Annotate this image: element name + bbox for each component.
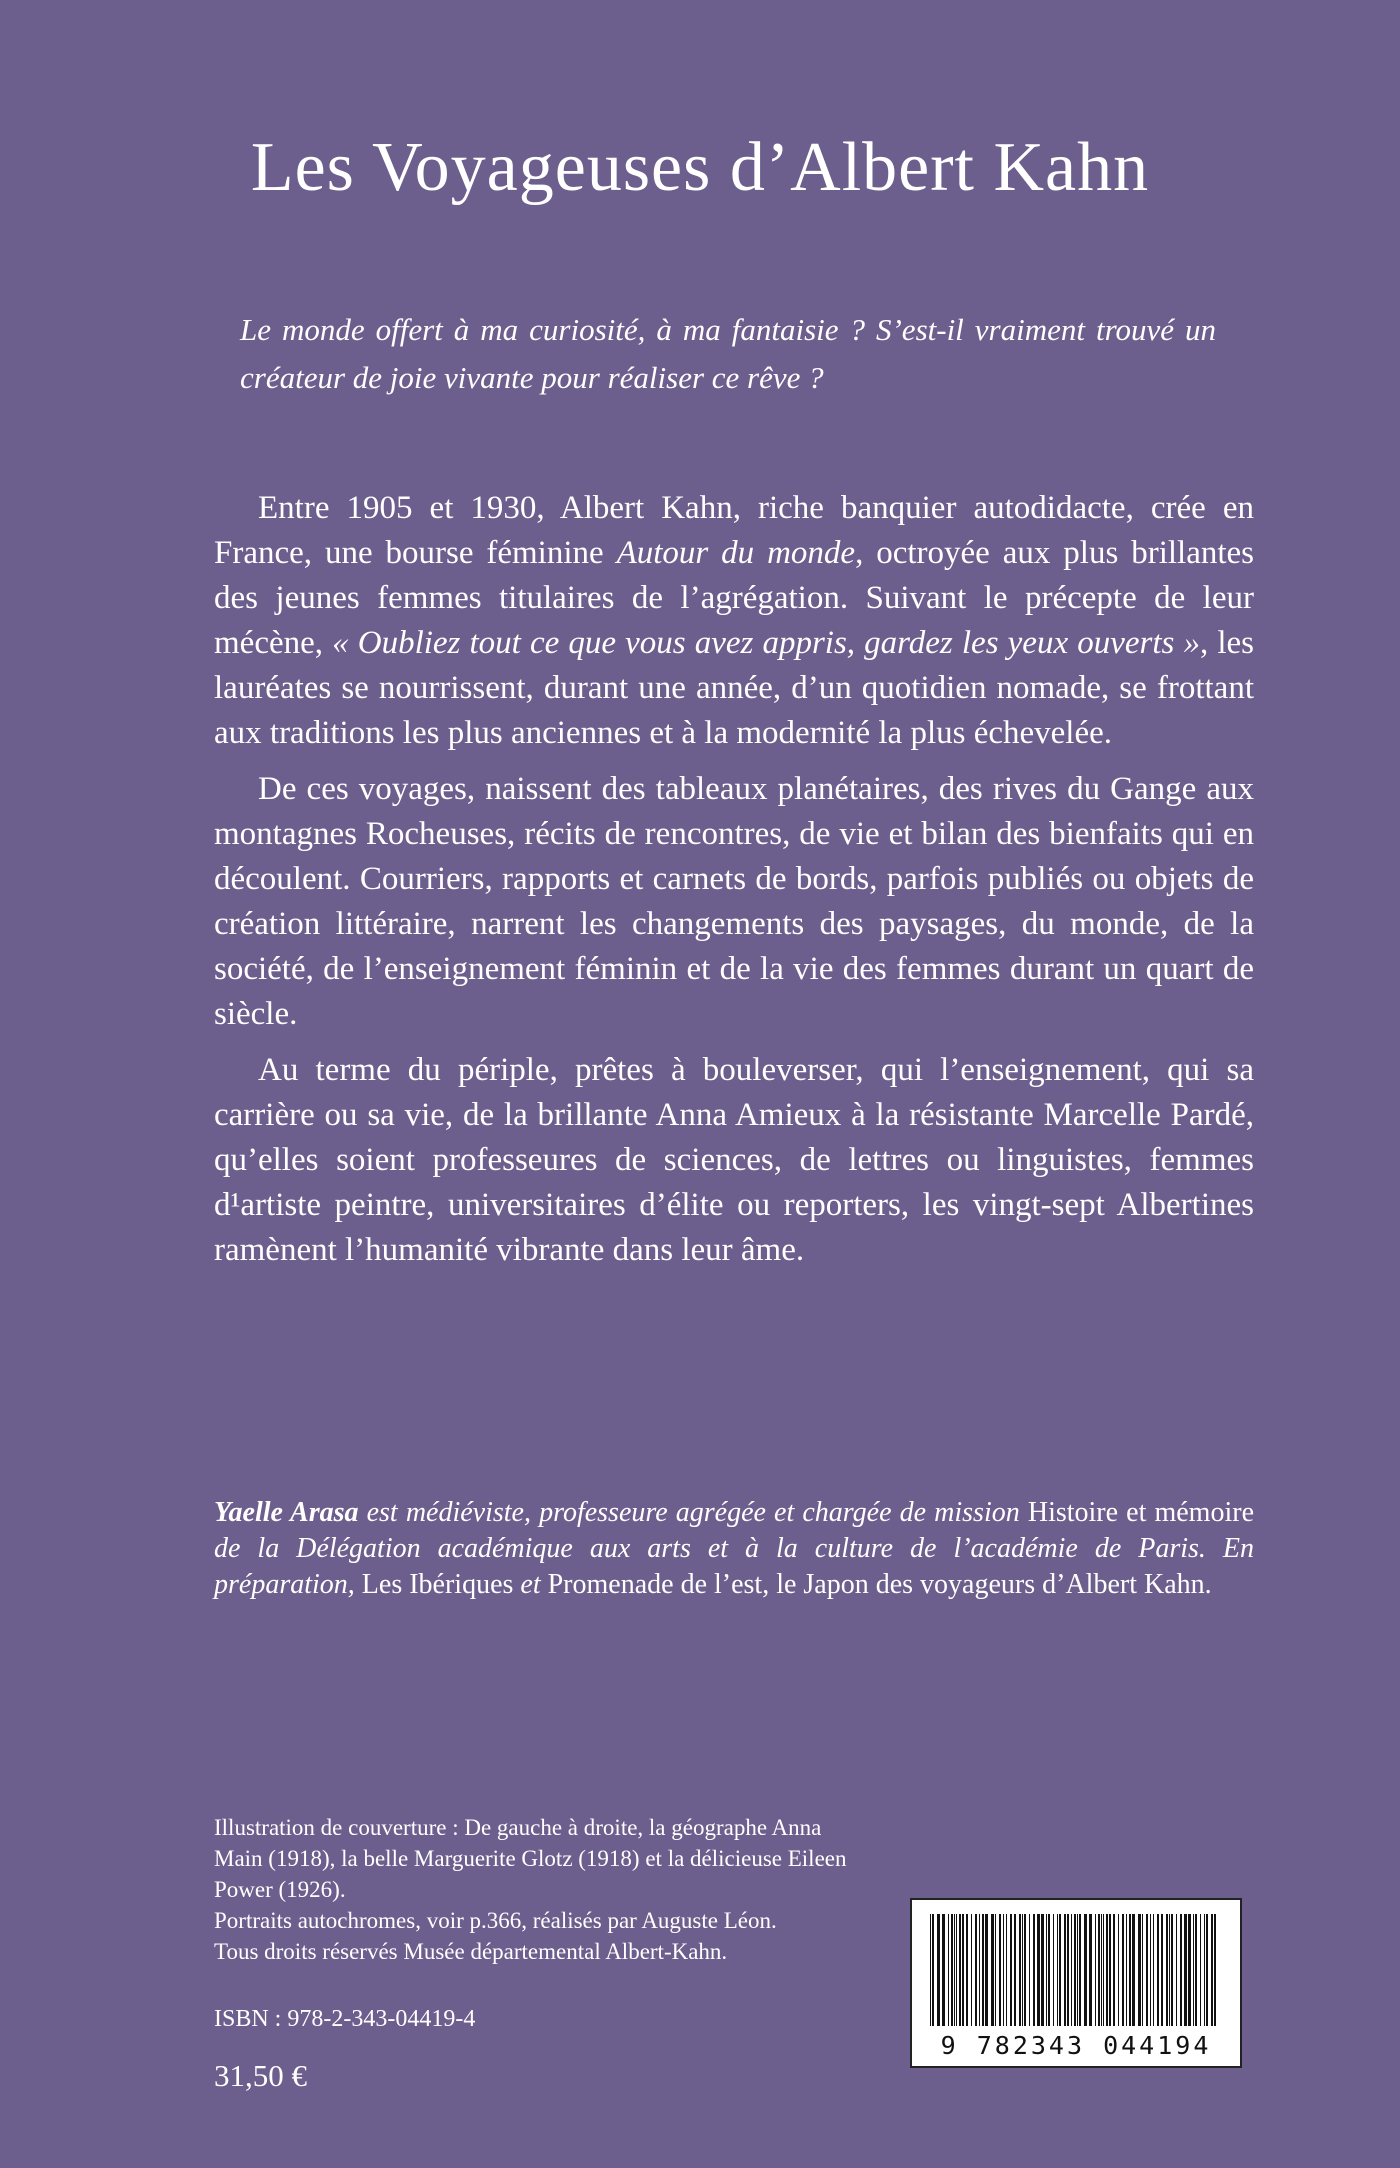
barcode-bar	[1064, 1914, 1066, 2026]
barcode-bar	[1059, 1914, 1061, 2026]
barcode-bar	[1103, 1914, 1104, 2026]
barcode-bar	[1150, 1914, 1151, 2026]
barcode-bar	[1033, 1914, 1035, 2026]
barcode-bar	[1193, 1914, 1194, 2026]
barcode-bar	[948, 1914, 949, 2026]
summary-paragraph-1: Entre 1905 et 1930, Albert Kahn, riche banquier autodidacte, crée en France, une bourse féminine Autour du monde, octroyée aux plus brillantes des jeunes femmes titulaires de l’agrégation. Suivant le précepte de leur mécène, « Oubliez tout ce que vous avez appris, gardez les yeux ouverts », les lauréates se nourrissent, durant une année, d’un quotidien nomade, se frottant aux traditions les plus anciennes et à la modernité la plus échevelée.	[214, 490, 1254, 751]
barcode-bar	[975, 1914, 977, 2026]
barcode-bar	[1053, 1914, 1054, 2026]
barcode-bar	[1077, 1914, 1078, 2026]
barcode-bar	[959, 1914, 961, 2026]
barcode-bar	[1113, 1914, 1115, 2026]
barcode-bar	[1206, 1914, 1208, 2026]
barcode-bar	[1171, 1914, 1173, 2026]
barcode-bar	[962, 1914, 964, 2026]
barcode-bar	[1098, 1914, 1100, 2026]
barcode-bar	[991, 1914, 994, 2026]
barcode-bar	[1126, 1914, 1127, 2026]
barcode-bar	[1089, 1914, 1092, 2026]
barcode-bar	[1200, 1914, 1201, 2026]
barcode-bar	[951, 1914, 953, 2026]
barcode-bar	[1142, 1914, 1143, 2026]
barcode-bar	[1071, 1914, 1072, 2026]
cover-credits: Illustration de couverture : De gauche à droite, la géographe Anna Main (1918), la belle Marguerite Glotz (1918) et la délicieuse Eileen Power (1926). Portraits autochromes, voir p.366, réalisés par Auguste Léon. Tous droits réservés Musée départemental Albert-Kahn.	[214, 1815, 847, 1964]
barcode-bar	[1109, 1914, 1111, 2026]
barcode-bar	[1211, 1914, 1213, 2026]
barcode-bar	[942, 1914, 945, 2026]
barcode-bar	[1214, 1914, 1216, 2026]
barcode-bar	[1024, 1914, 1026, 2026]
barcode-bar	[1029, 1914, 1030, 2026]
barcode-bar	[1095, 1914, 1096, 2026]
barcode-bar	[1014, 1914, 1016, 2026]
barcode-bar	[1079, 1914, 1081, 2026]
barcode-bar	[995, 1914, 996, 2026]
book-title: Les Voyageuses d’Albert Kahn	[250, 129, 1150, 206]
barcode-bar	[1180, 1914, 1182, 2026]
barcode-bar	[1006, 1914, 1007, 2026]
barcode-bar	[1204, 1914, 1205, 2026]
barcode-bar	[1153, 1914, 1154, 2026]
barcode-bar	[1169, 1914, 1170, 2026]
barcode-bar	[1176, 1914, 1177, 2026]
barcode-bar	[1019, 1914, 1021, 2026]
author-bio: Yaelle Arasa est médiéviste, professeure agrégée et chargée de mission Histoire et mémoire de la Délégation académique aux arts et à la culture de l’académie de Paris. En préparation, Les Ibériques et Promenade de l’est, le Japon des voyageurs d’Albert Kahn.	[214, 1497, 1254, 1600]
barcode-bar	[1046, 1914, 1047, 2026]
summary-paragraph-2: De ces voyages, naissent des tableaux planétaires, des rives du Gange aux montagnes Rocheuses, récits de rencontres, de vie et bilan des bienfaits qui en découlent. Courriers, rapports et carnets de bords, parfois publiés ou objets de création littéraire, narrent les changements des paysages, du monde, de la société, de l’enseignement féminin et de la vie des femmes durant un quart de siècle.	[214, 771, 1254, 1032]
barcode-bar	[982, 1914, 984, 2026]
barcode-bar	[1003, 1914, 1004, 2026]
barcode-bar	[971, 1914, 972, 2026]
barcode-bar	[1132, 1914, 1135, 2026]
price-text: 31,50 €	[214, 2058, 307, 2093]
barcode-bar	[999, 1914, 1001, 2026]
summary-text	[214, 486, 1254, 1284]
barcode-bar	[1041, 1914, 1044, 2026]
barcode-bar	[1010, 1914, 1012, 2026]
barcode-digits: 9 782343 044194	[940, 2031, 1212, 2060]
author-name: Yaelle Arasa	[214, 1497, 359, 1528]
barcode-bar	[1074, 1914, 1076, 2026]
barcode-bar	[1161, 1914, 1163, 2026]
barcode-bar	[1195, 1914, 1197, 2026]
barcode	[910, 1898, 1242, 2068]
barcode-bars	[926, 1914, 1226, 2026]
barcode-bar	[1118, 1914, 1119, 2026]
barcode-bar	[1084, 1914, 1087, 2026]
barcode-bar	[1106, 1914, 1108, 2026]
barcode-bar	[1022, 1914, 1023, 2026]
epigraph-quote: Le monde offert à ma curiosité, à ma fantaisie ? S’est-il vraiment trouvé un créateur de joie vivante pour réaliser ce rêve ?	[240, 312, 1216, 395]
barcode-bar	[1157, 1914, 1159, 2026]
barcode-bar	[932, 1914, 934, 2026]
barcode-bar	[1129, 1914, 1131, 2026]
barcode-bar	[1188, 1914, 1191, 2026]
barcode-bar	[930, 1914, 931, 2026]
barcode-bar	[1146, 1914, 1148, 2026]
barcode-bar	[966, 1914, 968, 2026]
barcode-bar	[1166, 1914, 1168, 2026]
barcode-bar	[1122, 1914, 1124, 2026]
barcode-bar	[1057, 1914, 1058, 2026]
summary-paragraph-3: Au terme du périple, prêtes à bouleverser, qui l’enseignement, qui sa carrière ou sa vie, de la brillante Anna Amieux à la résistante Marcelle Pardé, qu’elles soient professeures de sciences, de lettres ou linguistes, femmes d¹artiste peintre, universitaires d’élite ou reporters, les vingt-sept Albertines ramènent l’humanité vibrante dans leur âme.	[214, 1052, 1254, 1268]
barcode-bar	[1184, 1914, 1187, 2026]
barcode-bar	[1067, 1914, 1069, 2026]
barcode-bar	[1037, 1914, 1040, 2026]
barcode-bar	[1138, 1914, 1141, 2026]
barcode-bar	[985, 1914, 988, 2026]
barcode-bar	[937, 1914, 940, 2026]
barcode-bar	[956, 1914, 957, 2026]
isbn-text: ISBN : 978-2-343-04419-4	[214, 2006, 476, 2032]
barcode-bar	[1101, 1914, 1102, 2026]
barcode-bar	[954, 1914, 955, 2026]
barcode-bar	[979, 1914, 980, 2026]
barcode-bar	[1048, 1914, 1050, 2026]
